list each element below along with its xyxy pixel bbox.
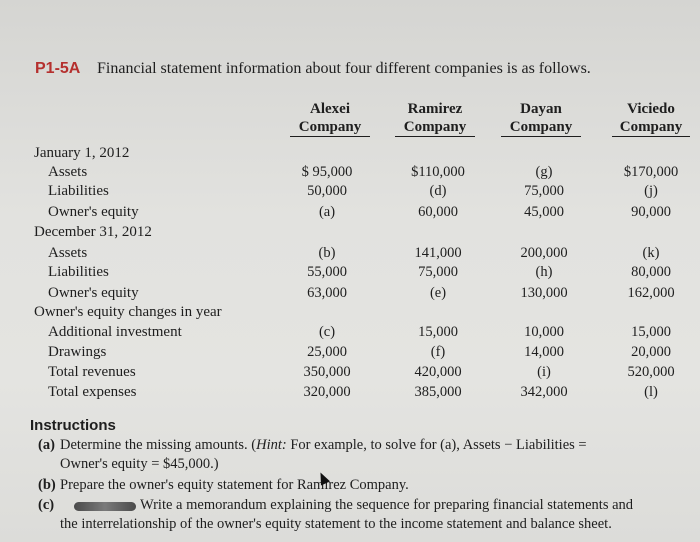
table-cell: (b): [318, 245, 336, 261]
table-cell: 130,000: [520, 285, 568, 301]
column-header-line1: Dayan: [520, 101, 562, 117]
table-cell: (e): [429, 285, 447, 301]
table-cell: $110,000: [411, 164, 465, 180]
table-cell: 385,000: [414, 384, 462, 400]
table-cell: (h): [535, 264, 553, 280]
instructions-title: Instructions: [30, 417, 116, 434]
row-label: Drawings: [48, 344, 107, 360]
table-cell: 342,000: [520, 384, 568, 400]
column-header-alexei: [290, 100, 370, 137]
table-cell: 75,000: [418, 264, 458, 280]
table-cell: 50,000: [307, 183, 347, 199]
table-cell: 55,000: [307, 264, 347, 280]
instruction-a-text: [60, 437, 587, 454]
table-cell: (i): [537, 364, 551, 380]
instruction-a-tag: (a): [38, 437, 55, 453]
section-label-jan: January 1, 2012: [34, 145, 130, 161]
table-cell: (f): [430, 344, 446, 360]
column-header-line2: Company: [290, 118, 370, 137]
table-cell: $170,000: [623, 164, 679, 180]
table-cell: 350,000: [303, 364, 351, 380]
row-label: Liabilities: [48, 183, 109, 199]
instruction-b-tag: (b): [38, 477, 56, 493]
table-cell: 45,000: [524, 204, 564, 220]
column-header-ramirez: [395, 100, 475, 137]
table-cell: 20,000: [631, 344, 671, 360]
table-cell: 520,000: [627, 364, 675, 380]
table-cell: 15,000: [631, 324, 671, 340]
table-cell: (l): [644, 384, 658, 400]
table-cell: (k): [642, 245, 660, 261]
problem-statement: Financial statement information about four different companies is as follows.: [97, 60, 591, 77]
column-header-line1: Ramirez: [407, 101, 463, 117]
table-cell: 75,000: [524, 183, 564, 199]
table-cell: 90,000: [631, 204, 671, 220]
row-label: Assets: [48, 164, 88, 180]
column-header-viciedo: [612, 100, 690, 137]
table-cell: 15,000: [418, 324, 458, 340]
table-cell: 10,000: [524, 324, 564, 340]
instruction-c-text: Write a memorandum explaining the sequence for preparing financial statements and: [140, 497, 634, 513]
table-cell: 60,000: [418, 204, 458, 220]
column-header-line1: Alexei: [310, 101, 350, 117]
table-cell: 162,000: [627, 285, 675, 301]
table-cell: 141,000: [414, 245, 462, 261]
table-cell: 14,000: [524, 344, 564, 360]
instruction-a-hint: Hint:: [256, 437, 287, 453]
instruction-b-text: Prepare the owner's equity statement for Ramirez Company.: [60, 477, 409, 493]
table-cell: 200,000: [520, 245, 568, 261]
row-label: Liabilities: [48, 264, 109, 280]
table-cell: $ 95,000: [301, 164, 353, 180]
table-cell: 80,000: [631, 264, 671, 280]
section-label-dec: December 31, 2012: [34, 224, 152, 240]
table-cell: 25,000: [307, 344, 347, 360]
instruction-c-tag: (c): [38, 497, 55, 513]
section-label-changes: Owner's equity changes in year: [34, 304, 222, 320]
column-header-line2: Company: [395, 118, 475, 137]
table-cell: (d): [429, 183, 447, 199]
instruction-a-part2: For example, to solve for (a), Assets − Liabilities =: [286, 437, 587, 453]
table-cell: (c): [318, 324, 336, 340]
table-cell: (g): [535, 164, 553, 180]
instruction-c-line2: the interrelationship of the owner's equity statement to the income statement and balance sheet.: [60, 516, 612, 532]
table-cell: 320,000: [303, 384, 351, 400]
highlight-marker-icon: [74, 502, 136, 511]
problem-code: P1-5A: [35, 60, 81, 77]
row-label: Total revenues: [48, 364, 136, 380]
row-label: Additional investment: [48, 324, 182, 340]
column-header-line1: Viciedo: [627, 101, 675, 117]
row-label: Assets: [48, 245, 88, 261]
column-header-line2: Company: [501, 118, 581, 137]
table-cell: 63,000: [307, 285, 347, 301]
instruction-a-part1: Determine the missing amounts. (: [60, 437, 257, 453]
instruction-a-line2: Owner's equity = $45,000.): [60, 456, 219, 472]
column-header-line2: Company: [612, 118, 690, 137]
table-cell: 420,000: [414, 364, 462, 380]
row-label: Owner's equity: [48, 285, 139, 301]
column-header-dayan: [501, 100, 581, 137]
row-label: Total expenses: [48, 384, 137, 400]
row-label: Owner's equity: [48, 204, 139, 220]
table-cell: (a): [318, 204, 336, 220]
table-cell: (j): [644, 183, 658, 199]
